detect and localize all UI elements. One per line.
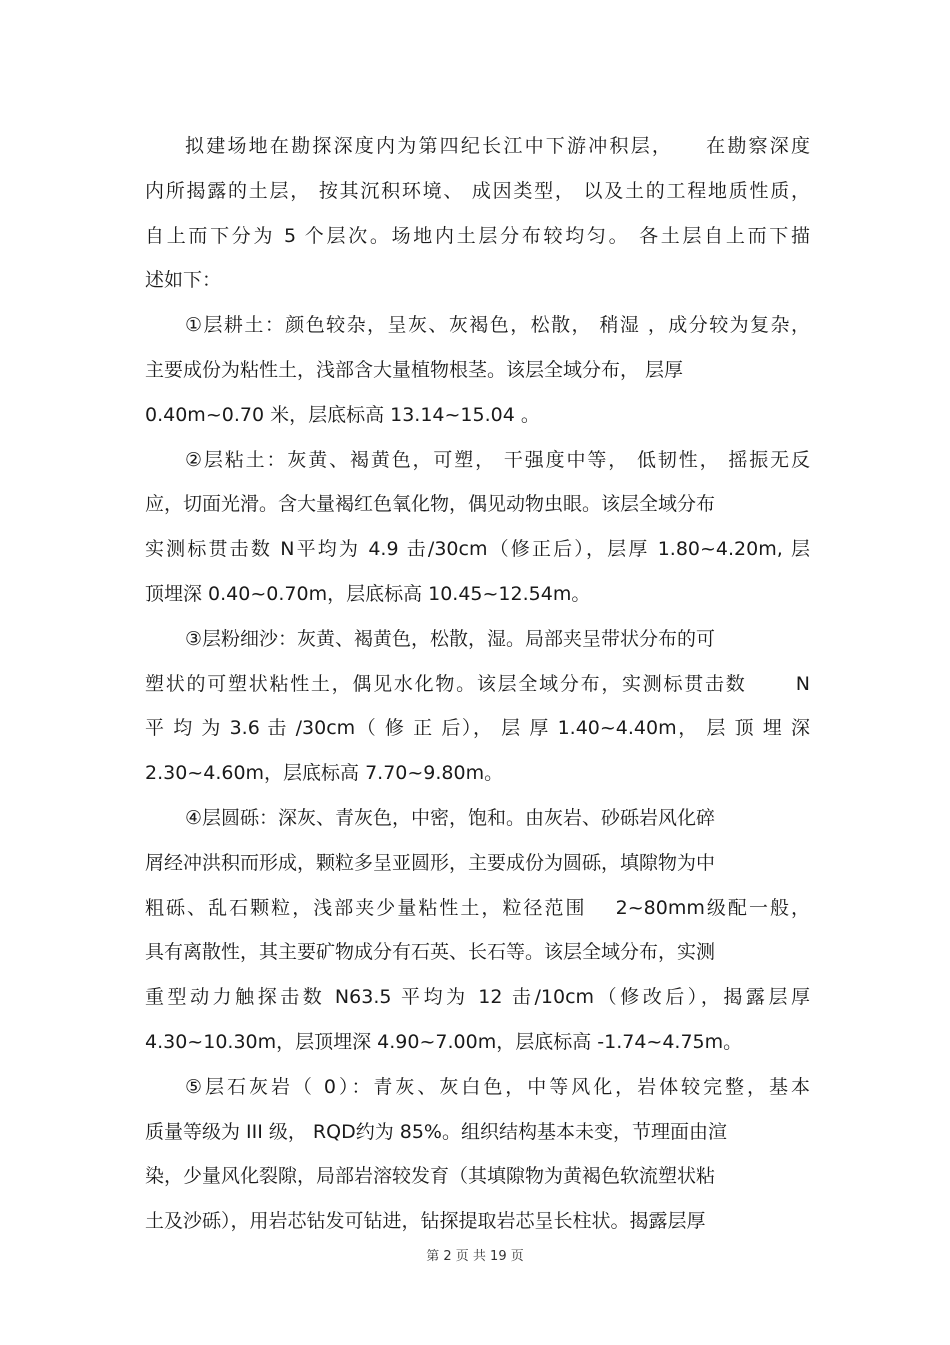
text-line: 内所揭露的土层， 按其沉积环境、 成因类型， 以及土的工程地质性质， <box>145 179 810 202</box>
text-line: 顶埋深 0.40~0.70m，层底标高 10.45~12.54m。 <box>145 582 591 605</box>
text-line: 平 均 为 3.6 击 /30cm（ 修 正 后）， 层 厚 1.40~4.40m， 层 顶 埋 深 <box>145 717 810 740</box>
text-line: 自上而下分为 5 个层次。场地内土层分布较均匀。 各土层自上而下描 <box>145 224 810 247</box>
text-line: ③层粉细沙：灰黄、褐黄色，松散，湿。局部夹呈带状分布的可 <box>185 627 716 650</box>
text-line: 具有离散性，其主要矿物成分有石英、长石等。该层全域分布，实测 <box>145 941 716 964</box>
paragraph-layer-4 <box>145 796 810 1065</box>
text-line: 4.30~10.30m，层顶埋深 4.90~7.00m，层底标高 -1.74~4.75m。 <box>145 1030 743 1053</box>
text-line: 主要成份为粘性土，浅部含大量植物根茎。该层全域分布， 层厚 <box>145 358 684 381</box>
document-body <box>145 124 810 1244</box>
page-number-footer: 第 2 页 共 19 页 <box>426 1249 524 1264</box>
text-line: 拟建场地在勘探深度内为第四纪长江中下游冲积层， 在勘察深度 <box>185 135 810 157</box>
text-line: 土及沙砾），用岩芯钻发可钻进，钻探提取岩芯呈长柱状。揭露层厚 <box>145 1210 706 1233</box>
text-line: ②层粘土：灰黄、褐黄色，可塑， 干强度中等， 低韧性， 摇振无反 <box>185 448 810 471</box>
text-line: 实测标贯击数 N平均为 4.9 击/30cm（修正后），层厚 1.80~4.20m, 层 <box>145 538 810 561</box>
text-line: 0.40m~0.70 米，层底标高 13.14~15.04 。 <box>145 403 540 426</box>
text-line: 染，少量风化裂隙，局部岩溶较发育（其填隙物为黄褐色软流塑状粘 <box>145 1165 716 1188</box>
text-line: ①层耕土：颜色较杂，呈灰、灰褐色，松散， 稍湿 ，成分较为复杂， <box>185 314 810 337</box>
text-line: 2.30~4.60m，层底标高 7.70~9.80m。 <box>145 762 504 785</box>
paragraph-layer-2 <box>145 438 810 617</box>
text-line: 粗砾、乱石颗粒，浅部夹少量粘性土，粒径范围 2~80mm级配一般， <box>145 896 810 919</box>
text-line: 述如下： <box>145 269 222 292</box>
text-line: ④层圆砾：深灰、青灰色，中密，饱和。由灰岩、砂砾岩风化碎 <box>185 806 716 829</box>
paragraph-layer-1 <box>145 303 810 437</box>
paragraph-layer-3 <box>145 617 810 796</box>
text-line: ⑤层石灰岩（ 0）：青灰、灰白色，中等风化，岩体较完整，基本 <box>185 1075 810 1098</box>
text-line: 应，切面光滑。含大量褐红色氧化物，偶见动物虫眼。该层全域分布 <box>145 493 716 516</box>
text-line: 屑经冲洪积而形成，颗粒多呈亚圆形，主要成份为圆砾，填隙物为中 <box>145 851 716 874</box>
text-line: 重型动力触探击数 N63.5 平均为 12 击/10cm（修改后），揭露层厚 <box>145 986 810 1009</box>
paragraph-layer-5 <box>145 1065 810 1244</box>
text-line: 塑状的可塑状粘性土，偶见水化物。该层全域分布，实测标贯击数 N <box>145 672 810 695</box>
text-line: 质量等级为 III 级， RQD约为 85%。组织结构基本未变，节理面由渲 <box>145 1120 727 1143</box>
paragraph-intro <box>145 124 810 303</box>
